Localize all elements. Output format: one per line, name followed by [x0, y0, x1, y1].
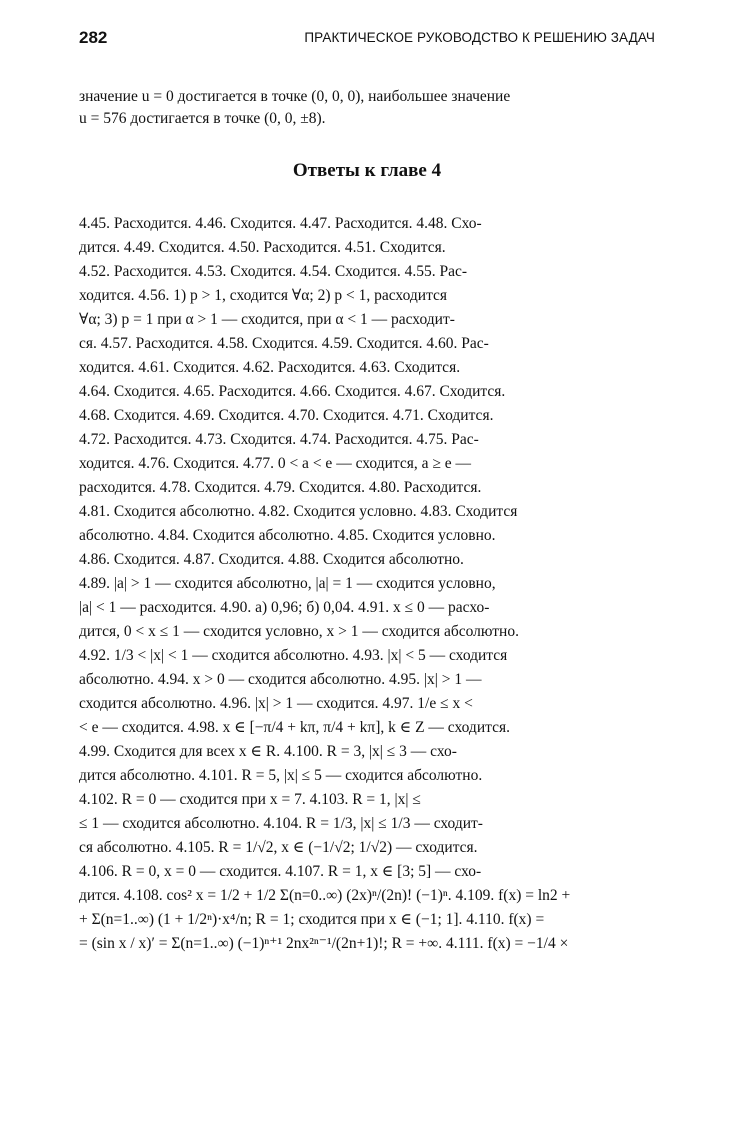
answer-line: 4.92. 1/3 < |x| < 1 — сходится абсолютно. 4.93. |x| < 5 — сходится [79, 647, 508, 664]
answer-line: ≤ 1 — сходится абсолютно. 4.104. R = 1/3, |x| ≤ 1/3 — сходит- [79, 815, 483, 832]
answer-line: абсолютно. 4.94. x > 0 — сходится абсолютно. 4.95. |x| > 1 — [79, 671, 482, 688]
answer-line: ся абсолютно. 4.105. R = 1/√2, x ∈ (−1/√2; 1/√2) — сходится. [79, 839, 478, 856]
answer-line: абсолютно. 4.84. Сходится абсолютно. 4.85. Сходится условно. [79, 527, 496, 544]
answers-block [79, 212, 655, 956]
answer-line: ходится. 4.76. Сходится. 4.77. 0 < a < e — сходится, a ≥ e — [79, 455, 471, 472]
running-title: ПРАКТИЧЕСКОЕ РУКОВОДСТВО К РЕШЕНИЮ ЗАДАЧ [304, 30, 655, 45]
chapter-title: Ответы к главе 4 [292, 160, 442, 181]
answer-line: 4.81. Сходится абсолютно. 4.82. Сходится условно. 4.83. Сходится [79, 503, 518, 520]
answer-line: + Σ(n=1..∞) (1 + 1/2ⁿ)·x⁴/n; R = 1; сходится при x ∈ (−1; 1]. 4.110. f(x) = [79, 911, 545, 928]
answer-line: дится. 4.49. Сходится. 4.50. Расходится. 4.51. Сходится. [79, 239, 446, 256]
answer-line: ∀α; 3) p = 1 при α > 1 — сходится, при α < 1 — расходит- [79, 311, 455, 328]
intro-line: u = 576 достигается в точке (0, 0, ±8). [79, 110, 326, 127]
answer-line: < e — сходится. 4.98. x ∈ [−π/4 + kπ, π/4 + kπ], k ∈ Z — сходится. [79, 719, 510, 736]
answer-line: 4.72. Расходится. 4.73. Сходится. 4.74. Расходится. 4.75. Рас- [79, 431, 479, 448]
answer-line: ходится. 4.56. 1) p > 1, сходится ∀α; 2) p < 1, расходится [79, 287, 448, 304]
answer-line: 4.102. R = 0 — сходится при x = 7. 4.103. R = 1, |x| ≤ [79, 791, 421, 808]
answer-line: 4.45. Расходится. 4.46. Сходится. 4.47. Расходится. 4.48. Схо- [79, 215, 482, 232]
answer-line: 4.86. Сходится. 4.87. Сходится. 4.88. Сходится абсолютно. [79, 551, 464, 568]
answer-line: 4.64. Сходится. 4.65. Расходится. 4.66. Сходится. 4.67. Сходится. [79, 383, 506, 400]
intro-paragraph [79, 86, 655, 130]
answer-line: 4.68. Сходится. 4.69. Сходится. 4.70. Сходится. 4.71. Сходится. [79, 407, 494, 424]
answer-line: ся. 4.57. Расходится. 4.58. Сходится. 4.59. Сходится. 4.60. Рас- [79, 335, 489, 352]
page-number: 282 [79, 28, 108, 47]
answer-line: |a| < 1 — расходится. 4.90. а) 0,96; б) 0,04. 4.91. x ≤ 0 — расхо- [79, 599, 490, 616]
answer-line: расходится. 4.78. Сходится. 4.79. Сходится. 4.80. Расходится. [79, 479, 482, 496]
running-header [79, 28, 655, 50]
answer-line: сходится абсолютно. 4.96. |x| > 1 — сходится. 4.97. 1/e ≤ x < [79, 695, 473, 712]
answer-line: 4.52. Расходится. 4.53. Сходится. 4.54. Сходится. 4.55. Рас- [79, 263, 467, 280]
answer-line: 4.89. |a| > 1 — сходится абсолютно, |a| = 1 — сходится условно, [79, 575, 496, 592]
answer-line: дится. 4.108. cos² x = 1/2 + 1/2 Σ(n=0..∞) (2x)ⁿ/(2n)! (−1)ⁿ. 4.109. f(x) = ln2 + [79, 887, 571, 904]
answer-line: дится абсолютно. 4.101. R = 5, |x| ≤ 5 — сходится абсолютно. [79, 767, 483, 784]
intro-line: значение u = 0 достигается в точке (0, 0, 0), наибольшее значение [79, 88, 511, 105]
answer-line: 4.99. Сходится для всех x ∈ R. 4.100. R = 3, |x| ≤ 3 — схо- [79, 743, 457, 760]
answer-line: дится, 0 < x ≤ 1 — сходится условно, x > 1 — сходится абсолютно. [79, 623, 519, 640]
answer-line: = (sin x / x)′ = Σ(n=1..∞) (−1)ⁿ⁺¹ 2nx²ⁿ⁻¹/(2n+1)!; R = +∞. 4.111. f(x) = −1/4 × [79, 935, 569, 952]
answer-line: 4.106. R = 0, x = 0 — сходится. 4.107. R = 1, x ∈ [3; 5] — схо- [79, 863, 482, 880]
answer-line: ходится. 4.61. Сходится. 4.62. Расходится. 4.63. Сходится. [79, 359, 461, 376]
